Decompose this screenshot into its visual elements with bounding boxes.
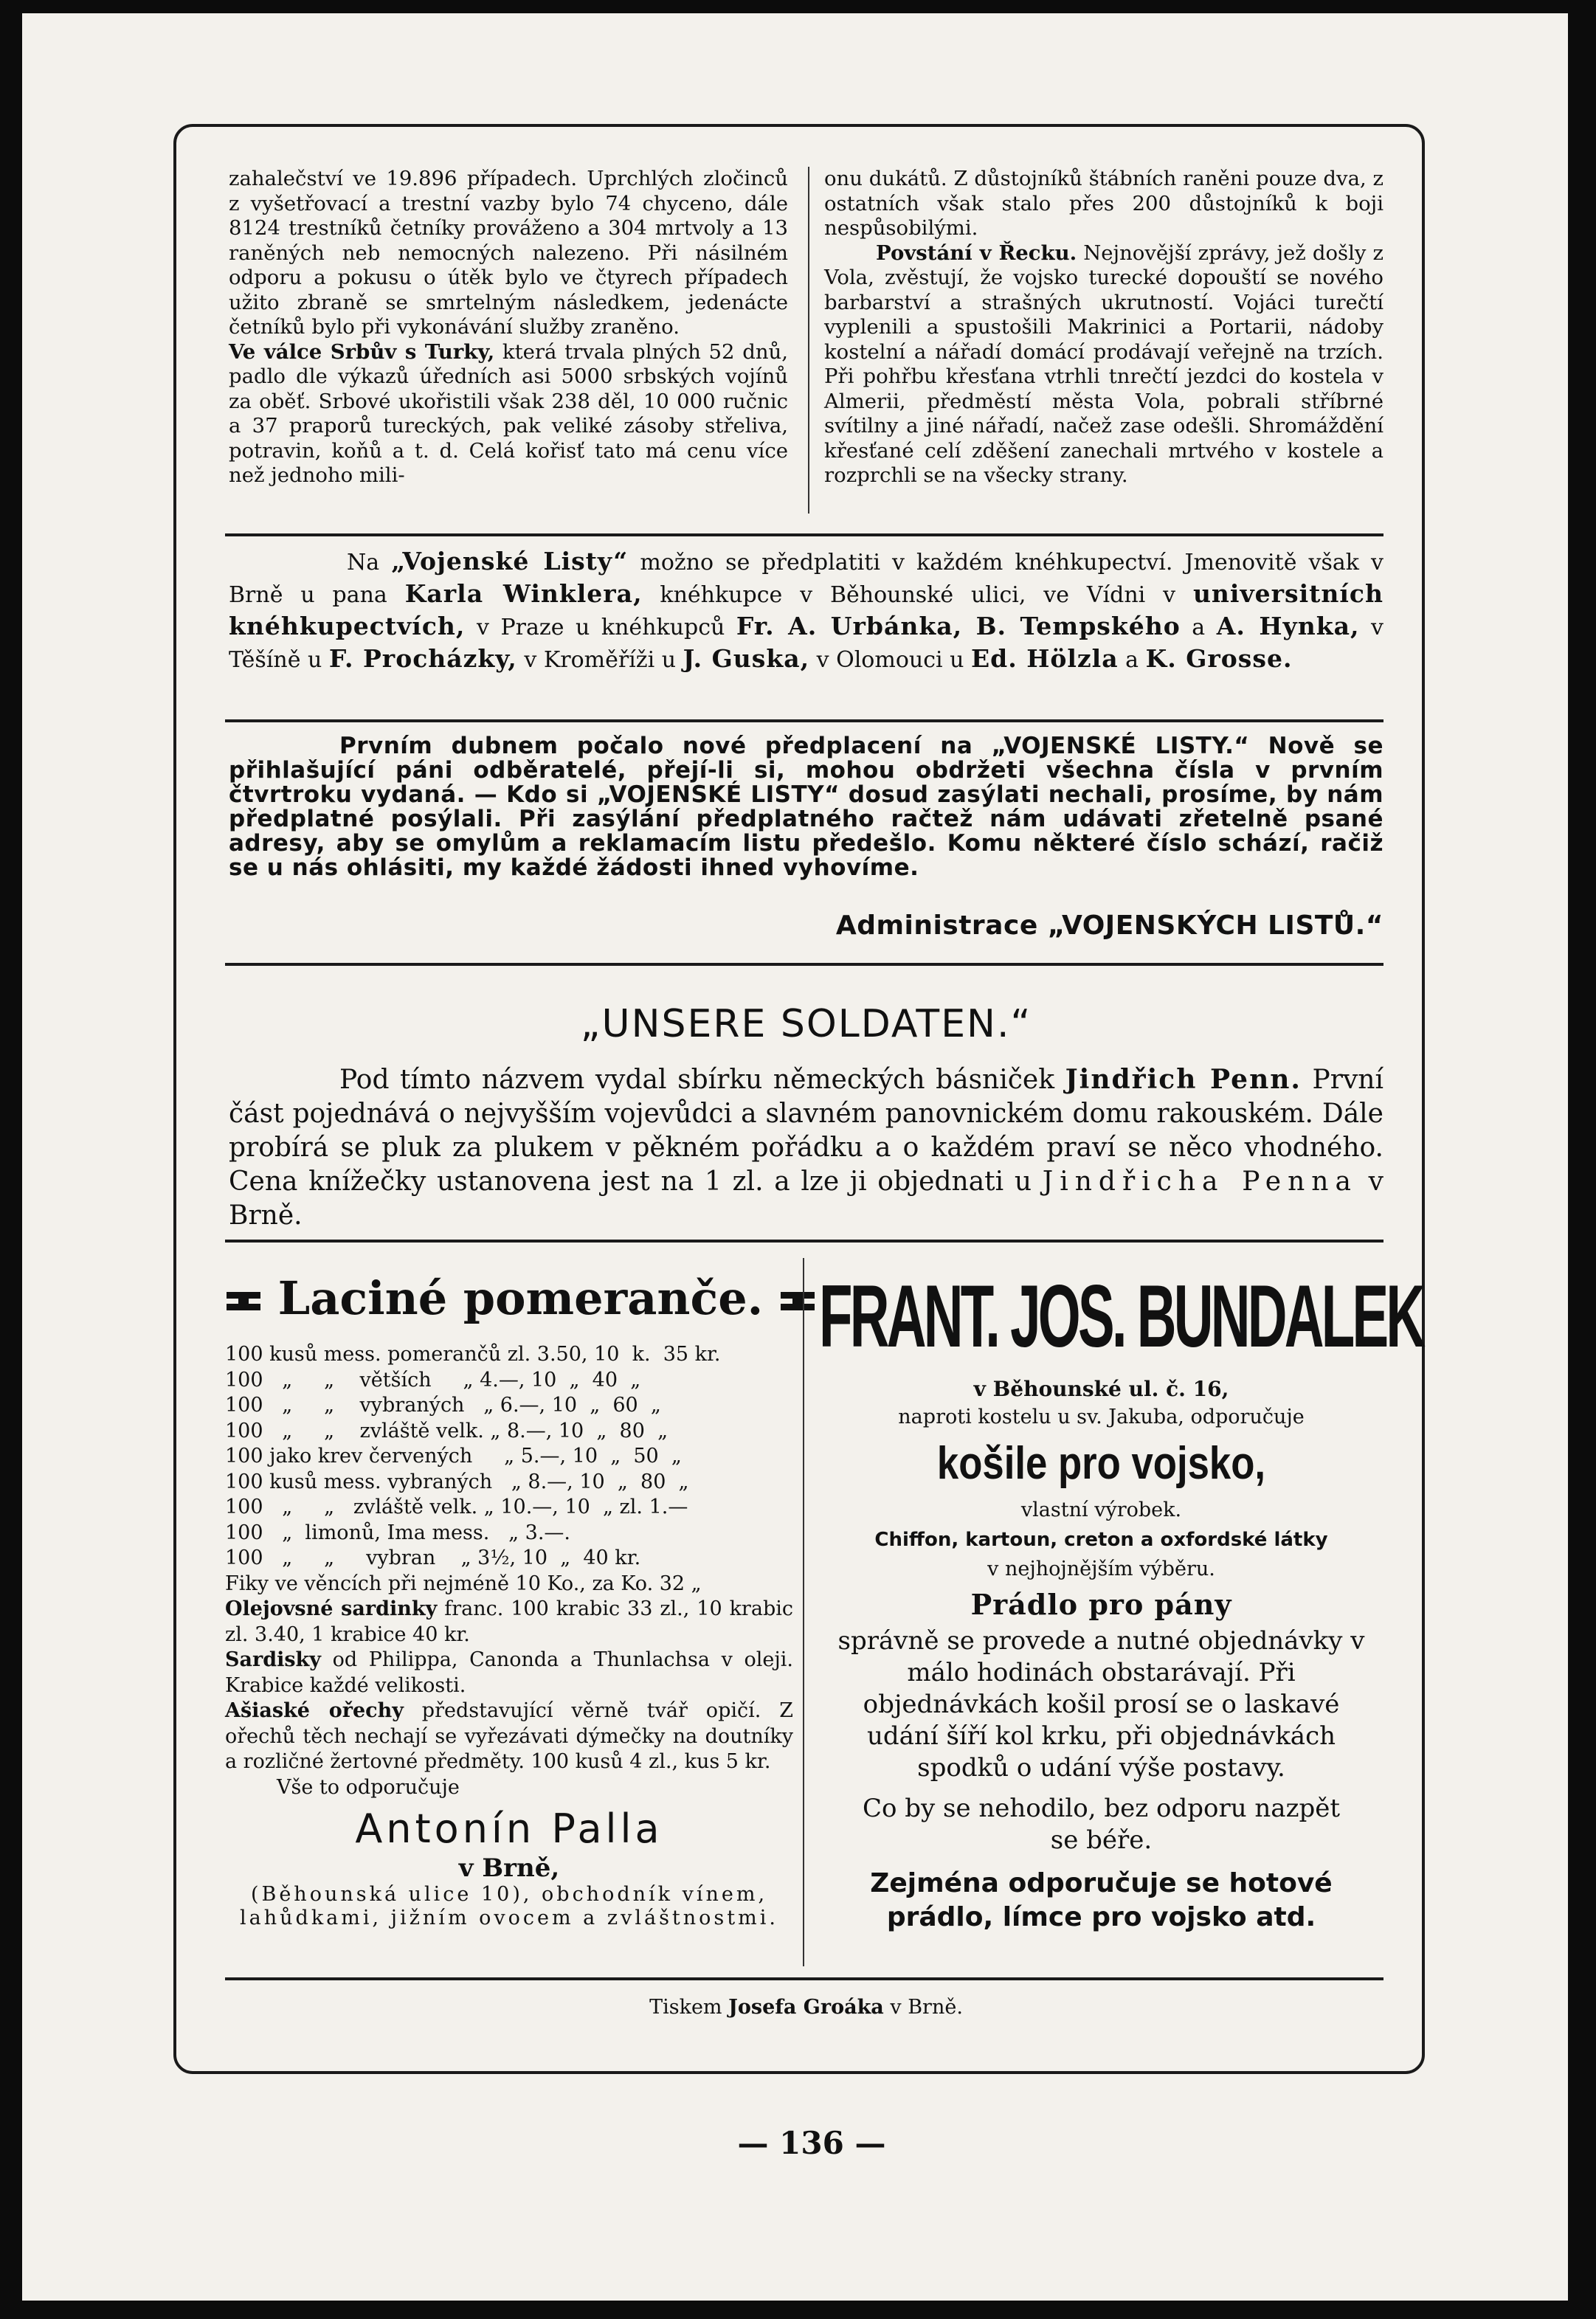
divider <box>225 1240 1383 1243</box>
bundalek-choice: v nejhojnějším výběru. <box>987 1558 1215 1580</box>
oranges-title-line <box>225 1265 793 1332</box>
divider <box>225 963 1383 966</box>
merchant-city: v Brně, <box>458 1853 560 1883</box>
officers-report: onu dukátů. Z důstojníků štábních raněni pouze dva, z ostatních však stalo přes 200 důstojníků k boji nespůsobilými. <box>824 167 1383 240</box>
administration-signature: Administrace „VOJENSKÝCH LISTŮ.“ <box>835 910 1383 941</box>
pointing-hand-icon <box>225 1288 262 1317</box>
bundalek-name-wrap <box>819 1265 1423 1376</box>
subscription-notice: Prvním dubnem počalo nové předplacení na „VOJENSKÉ LISTY.“ Nově se přihlašující páni odběratelé, přejí-li si, mohou obdržeti všechna čísla v prvním čtvrtroku vydaná. — Kdo si „VOJENSKÉ LISTY“ dosud zasýlati nechali, prosíme, by nám předplatné posýlali. Při zasýlání předplatného račtež nám udávati zřetelně psané adresy, aby se omylům a reklamacím listu předešlo. Komu některé číslo schází, račiž se u nás ohlásiti, my každé žádosti ihned vyhovíme. <box>229 733 1383 881</box>
price-row: 100 kusů mess. pomerančů zl. 3.50, 10 k. 35 kr. <box>225 1343 721 1366</box>
page-number: — 136 — <box>737 2125 886 2161</box>
bundalek-name: FRANT. JOS. BUNDALEK <box>819 1267 1423 1366</box>
bundalek-linen: Prádlo pro pány <box>970 1588 1232 1621</box>
sardels-item: Sardisky od Philippa, Canonda a Thunlachsa v oleji. Krabice každé velikosti. <box>225 1648 793 1697</box>
soldaten-text: Pod tímto názvem vydal sbírku německých básniček Jindřich Penn. První část pojednává o nejvyšším vojevůdci a slavném panovnickém domu rakouském. Dále probírá se pluk za plukem v pěkném pořádku a o každém praví se něco vhodného. Cena knížečky ustanovena jest na 1 zl. a lze ji objednati u Jindřicha Penna v Brně. <box>229 1064 1384 1231</box>
divider <box>225 1977 1383 1980</box>
column-divider <box>808 167 809 514</box>
article-left-column <box>229 167 788 488</box>
recommend-line: Vše to odporučuje <box>277 1775 460 1799</box>
divider <box>225 533 1383 536</box>
price-row: 100 „ „ vybran „ 3½, 10 „ 40 kr. <box>225 1546 641 1569</box>
sardines-item: Olejovsné sardinky franc. 100 krabic 33 zl., 10 krabic zl. 3.40, 1 krabice 40 kr. <box>225 1597 793 1646</box>
bundalek-fabrics: Chiffon, kartoun, creton a oxfordské látky <box>874 1529 1328 1551</box>
pointing-hand-icon <box>779 1288 816 1317</box>
subscription-points: Na „Vojenské Listy“ možno se předplatiti v každém knéhkupectví. Jmenovitě však v Brně u pana Karla Winklera, knéhkupce v Běhounské ulici, ve Vídni v universitních knéhkupectvích, v Praze u knéhkupců Fr. A. Urbánka, B. Tempského a A. Hynka, v Těšíně u F. Procházky, v Kroměříži u J. Guska, v Olomouci u Ed. Hölzla a K. Grosse. <box>229 547 1383 673</box>
column-divider <box>803 1258 804 1966</box>
price-row: 100 kusů mess. vybraných „ 8.—, 10 „ 80 „ <box>225 1470 689 1493</box>
nuts-item: Ašiaské ořechy představující věrně tvář opičí. Z ořechů těch nechají se vyřezávati dýmečky na doutníky a rozličné žertovné předměty. 100 kusů 4 zl., kus 5 kr. <box>225 1699 793 1773</box>
bundalek-ad <box>819 1265 1423 1935</box>
merchant-name: Antonín Palla <box>355 1805 663 1852</box>
price-row: 100 „ limonů, Ima mess. „ 3.—. <box>225 1521 570 1544</box>
price-row: 100 „ „ zvláště velk. „ 8.—, 10 „ 80 „ <box>225 1419 669 1442</box>
other-goods <box>225 1597 793 1800</box>
price-row: 100 „ „ zvláště velk. „ 10.—, 10 „ zl. 1.— <box>225 1496 688 1518</box>
divider <box>225 719 1383 722</box>
price-row: 100 jako krev červených „ 5.—, 10 „ 50 „ <box>225 1445 682 1468</box>
article-right-column <box>824 167 1383 488</box>
price-list <box>225 1342 793 1597</box>
oranges-ad <box>225 1265 793 1930</box>
bundalek-location: naproti kostelu u sv. Jakuba, odporučuje <box>898 1406 1305 1428</box>
gendarmerie-report: zahalečství ve 19.896 případech. Uprchlých zločinců z vyšetřovací a trestní vazby bylo 74 chyceno, dále 8124 trestníků četníky prováženo a 304 mrtvoly a 13 raněných neb nemocných nalezeno. Při násilném odporu a pokusu o útěk bylo ve čtyrech případech užito zbraně se smrtelným následkem, jedenácte četníků bylo při vykonávání služby zraněno. <box>229 167 788 339</box>
greece-report: Povstání v Řecku. Nejnovější zprávy, jež došly z Vola, zvěstují, že vojsko turecké dopouští se nového barbarství a strašných ukrutností. Vojáci turečtí vyplenili a spustošili Makrinici a Portarii, nádoby kostelní a nářadí domácí prodávají veřejně na trzích. Při pohřbu křesťana vtrhli tnrečtí jezdci do kostela v Almerii, předměstí města Vola, pobrali stříbrné svítilny a jiné nářadí, načež zase odešli. Shromáždění křesťané celí zděšení zanechali mrtvého v kostele a rozprchli se na všecky strany. <box>824 241 1383 487</box>
bundalek-product: košile pro vojsko, <box>936 1438 1266 1489</box>
oranges-title: Laciné pomeranče. <box>277 1271 764 1325</box>
price-row: Fiky ve věncích při nejméně 10 Ko., za Ko. 32 „ <box>225 1572 702 1595</box>
bundalek-address: v Běhounské ul. č. 16, <box>973 1377 1229 1401</box>
war-report: Ve válce Srbův s Turky, která trvala plných 52 dnů, padlo dle výkazů úředních asi 5000 srbských vojínů za oběť. Srbové ukořistili však 238 děl, 10 000 ručnic a 37 praporů tureckých, pak veliké zásoby střeliva, potravin, koňů a t. d. Celá kořisť tato má cenu více než jednoho mili- <box>229 339 788 487</box>
price-row: 100 „ „ vybraných „ 6.—, 10 „ 60 „ <box>225 1394 661 1417</box>
bundalek-own: vlastní výrobek. <box>1020 1499 1182 1521</box>
bundalek-returns: Co by se nehodilo, bez odporu nazpět se béře. <box>862 1794 1341 1855</box>
printer-line: Tiskem Josefa Groáka v Brně. <box>649 1996 963 2019</box>
price-row: 100 „ „ větších „ 4.—, 10 „ 40 „ <box>225 1368 641 1392</box>
bundalek-orders: správně se provede a nutné objednávky v málo hodinách obstarávají. Při objednávkách košil prosí se o laskavé udání šíří kol krku, při objednávkách spodků o udání výše postavy. <box>837 1626 1365 1783</box>
soldaten-heading: „UNSERE SOLDATEN.“ <box>580 1002 1032 1046</box>
bundalek-special: Zejména odporučuje se hotové prádlo, límce pro vojsko atd. <box>870 1868 1333 1932</box>
merchant-address: (Běhounská ulice 10), obchodník vínem, lahůdkami, jižním ovocem a zvláštnostmi. <box>240 1883 778 1929</box>
